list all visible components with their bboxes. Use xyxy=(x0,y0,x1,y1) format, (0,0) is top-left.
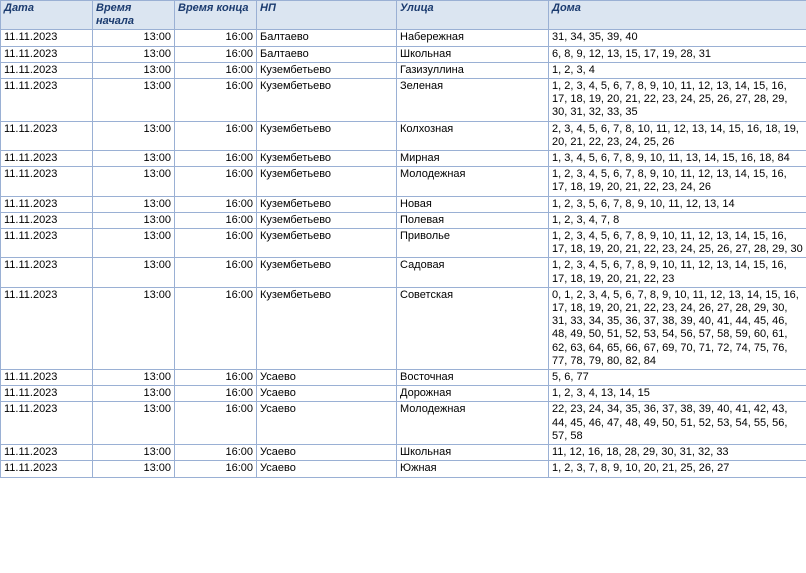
cell-date: 11.11.2023 xyxy=(1,151,93,167)
cell-date: 11.11.2023 xyxy=(1,196,93,212)
cell-start-time: 13:00 xyxy=(93,30,175,46)
cell-date: 11.11.2023 xyxy=(1,258,93,287)
cell-street: Газизуллина xyxy=(397,62,549,78)
cell-date: 11.11.2023 xyxy=(1,386,93,402)
cell-start-time: 13:00 xyxy=(93,212,175,228)
cell-houses: 1, 2, 3, 4, 5, 6, 7, 8, 9, 10, 11, 12, 13, 14, 15, 16, 17, 18, 19, 20, 21, 22, 23, 24, 25, 26, 27, 28, 29, 30, 31, 32, 33, 35 xyxy=(549,79,806,122)
cell-date: 11.11.2023 xyxy=(1,461,93,477)
cell-date: 11.11.2023 xyxy=(1,370,93,386)
cell-street: Советская xyxy=(397,287,549,369)
cell-date: 11.11.2023 xyxy=(1,287,93,369)
cell-date: 11.11.2023 xyxy=(1,402,93,445)
cell-settlement: Кузембетьево xyxy=(257,229,397,258)
cell-start-time: 13:00 xyxy=(93,62,175,78)
cell-houses: 1, 2, 3, 4, 7, 8 xyxy=(549,212,806,228)
cell-start-time: 13:00 xyxy=(93,461,175,477)
cell-start-time: 13:00 xyxy=(93,370,175,386)
cell-date: 11.11.2023 xyxy=(1,79,93,122)
cell-street: Набережная xyxy=(397,30,549,46)
table-row xyxy=(1,445,806,461)
cell-houses: 1, 2, 3, 4, 5, 6, 7, 8, 9, 10, 11, 12, 13, 14, 15, 16, 17, 18, 19, 20, 21, 22, 23, 24, 26 xyxy=(549,167,806,196)
cell-end-time: 16:00 xyxy=(175,212,257,228)
cell-end-time: 16:00 xyxy=(175,370,257,386)
cell-street: Школьная xyxy=(397,46,549,62)
cell-end-time: 16:00 xyxy=(175,287,257,369)
table-row xyxy=(1,402,806,445)
cell-settlement: Кузембетьево xyxy=(257,287,397,369)
cell-date: 11.11.2023 xyxy=(1,229,93,258)
cell-start-time: 13:00 xyxy=(93,46,175,62)
cell-start-time: 13:00 xyxy=(93,386,175,402)
column-header-start-time: Время начала xyxy=(93,1,175,30)
cell-houses: 6, 8, 9, 12, 13, 15, 17, 19, 28, 31 xyxy=(549,46,806,62)
cell-start-time: 13:00 xyxy=(93,151,175,167)
column-header-date: Дата xyxy=(1,1,93,30)
cell-start-time: 13:00 xyxy=(93,121,175,150)
cell-start-time: 13:00 xyxy=(93,445,175,461)
cell-end-time: 16:00 xyxy=(175,62,257,78)
column-header-end-time: Время конца xyxy=(175,1,257,30)
cell-end-time: 16:00 xyxy=(175,121,257,150)
cell-start-time: 13:00 xyxy=(93,258,175,287)
cell-houses: 2, 3, 4, 5, 6, 7, 8, 10, 11, 12, 13, 14, 15, 16, 18, 19, 20, 21, 22, 23, 24, 25, 26 xyxy=(549,121,806,150)
cell-street: Молодежная xyxy=(397,167,549,196)
cell-houses: 1, 2, 3, 7, 8, 9, 10, 20, 21, 25, 26, 27 xyxy=(549,461,806,477)
cell-end-time: 16:00 xyxy=(175,196,257,212)
cell-street: Зеленая xyxy=(397,79,549,122)
table-row xyxy=(1,461,806,477)
cell-houses: 5, 6, 77 xyxy=(549,370,806,386)
cell-street: Новая xyxy=(397,196,549,212)
cell-end-time: 16:00 xyxy=(175,151,257,167)
cell-start-time: 13:00 xyxy=(93,79,175,122)
cell-street: Восточная xyxy=(397,370,549,386)
cell-settlement: Балтаево xyxy=(257,46,397,62)
cell-houses: 0, 1, 2, 3, 4, 5, 6, 7, 8, 9, 10, 11, 12, 13, 14, 15, 16, 17, 18, 19, 20, 21, 22, 23, 24, 26, 27, 28, 29, 30, 31, 33, 34, 35, 36, 37, 38, 39, 40, 41, 44, 45, 46, 48, 49, 50, 51, 52, 53, 54, 56, 57, 58, 59, 60, 61, 62, 63, 64, 65, 66, 67, 69, 70, 71, 72, 74, 75, 76, 77, 78, 79, 80, 82, 84 xyxy=(549,287,806,369)
cell-start-time: 13:00 xyxy=(93,229,175,258)
table-row xyxy=(1,196,806,212)
column-header-street: Улица xyxy=(397,1,549,30)
table-row xyxy=(1,370,806,386)
cell-settlement: Кузембетьево xyxy=(257,62,397,78)
cell-houses: 1, 2, 3, 4, 5, 6, 7, 8, 9, 10, 11, 12, 13, 14, 15, 16, 17, 18, 19, 20, 21, 22, 23, 24, 25, 26, 27, 28, 29, 30 xyxy=(549,229,806,258)
cell-street: Полевая xyxy=(397,212,549,228)
table-row xyxy=(1,386,806,402)
table-row xyxy=(1,212,806,228)
cell-start-time: 13:00 xyxy=(93,287,175,369)
cell-end-time: 16:00 xyxy=(175,30,257,46)
cell-end-time: 16:00 xyxy=(175,258,257,287)
cell-settlement: Кузембетьево xyxy=(257,79,397,122)
cell-houses: 1, 2, 3, 4, 5, 6, 7, 8, 9, 10, 11, 12, 13, 14, 15, 16, 17, 18, 19, 20, 21, 22, 23 xyxy=(549,258,806,287)
cell-houses: 22, 23, 24, 34, 35, 36, 37, 38, 39, 40, 41, 42, 43, 44, 45, 46, 47, 48, 49, 50, 51, 52, 53, 54, 55, 56, 57, 58 xyxy=(549,402,806,445)
cell-date: 11.11.2023 xyxy=(1,212,93,228)
cell-end-time: 16:00 xyxy=(175,386,257,402)
table-row xyxy=(1,167,806,196)
cell-street: Мирная xyxy=(397,151,549,167)
cell-end-time: 16:00 xyxy=(175,445,257,461)
table-header xyxy=(1,1,806,30)
table-row xyxy=(1,62,806,78)
cell-houses: 1, 3, 4, 5, 6, 7, 8, 9, 10, 11, 13, 14, 15, 16, 18, 84 xyxy=(549,151,806,167)
cell-street: Южная xyxy=(397,461,549,477)
cell-settlement: Кузембетьево xyxy=(257,167,397,196)
cell-street: Приволье xyxy=(397,229,549,258)
cell-start-time: 13:00 xyxy=(93,196,175,212)
cell-end-time: 16:00 xyxy=(175,461,257,477)
cell-settlement: Кузембетьево xyxy=(257,121,397,150)
table-row xyxy=(1,151,806,167)
column-header-houses: Дома xyxy=(549,1,806,30)
cell-settlement: Усаево xyxy=(257,370,397,386)
cell-settlement: Усаево xyxy=(257,445,397,461)
cell-settlement: Кузембетьево xyxy=(257,212,397,228)
cell-end-time: 16:00 xyxy=(175,167,257,196)
column-header-settlement: НП xyxy=(257,1,397,30)
table-row xyxy=(1,79,806,122)
cell-start-time: 13:00 xyxy=(93,167,175,196)
cell-settlement: Кузембетьево xyxy=(257,196,397,212)
cell-street: Дорожная xyxy=(397,386,549,402)
cell-settlement: Кузембетьево xyxy=(257,151,397,167)
cell-street: Садовая xyxy=(397,258,549,287)
cell-end-time: 16:00 xyxy=(175,46,257,62)
table-row xyxy=(1,287,806,369)
cell-settlement: Усаево xyxy=(257,386,397,402)
table-row xyxy=(1,121,806,150)
cell-street: Молодежная xyxy=(397,402,549,445)
cell-date: 11.11.2023 xyxy=(1,46,93,62)
cell-date: 11.11.2023 xyxy=(1,62,93,78)
table-body xyxy=(1,30,806,477)
cell-houses: 31, 34, 35, 39, 40 xyxy=(549,30,806,46)
cell-end-time: 16:00 xyxy=(175,229,257,258)
cell-end-time: 16:00 xyxy=(175,402,257,445)
cell-start-time: 13:00 xyxy=(93,402,175,445)
table-row xyxy=(1,229,806,258)
cell-settlement: Усаево xyxy=(257,402,397,445)
cell-date: 11.11.2023 xyxy=(1,167,93,196)
cell-houses: 1, 2, 3, 5, 6, 7, 8, 9, 10, 11, 12, 13, 14 xyxy=(549,196,806,212)
table-row xyxy=(1,30,806,46)
cell-date: 11.11.2023 xyxy=(1,121,93,150)
cell-date: 11.11.2023 xyxy=(1,445,93,461)
cell-date: 11.11.2023 xyxy=(1,30,93,46)
cell-settlement: Балтаево xyxy=(257,30,397,46)
table-row xyxy=(1,46,806,62)
cell-settlement: Кузембетьево xyxy=(257,258,397,287)
cell-settlement: Усаево xyxy=(257,461,397,477)
table-row xyxy=(1,258,806,287)
cell-houses: 1, 2, 3, 4 xyxy=(549,62,806,78)
cell-street: Школьная xyxy=(397,445,549,461)
cell-houses: 1, 2, 3, 4, 13, 14, 15 xyxy=(549,386,806,402)
header-row xyxy=(1,1,806,30)
cell-end-time: 16:00 xyxy=(175,79,257,122)
cell-street: Колхозная xyxy=(397,121,549,150)
cell-houses: 11, 12, 16, 18, 28, 29, 30, 31, 32, 33 xyxy=(549,445,806,461)
